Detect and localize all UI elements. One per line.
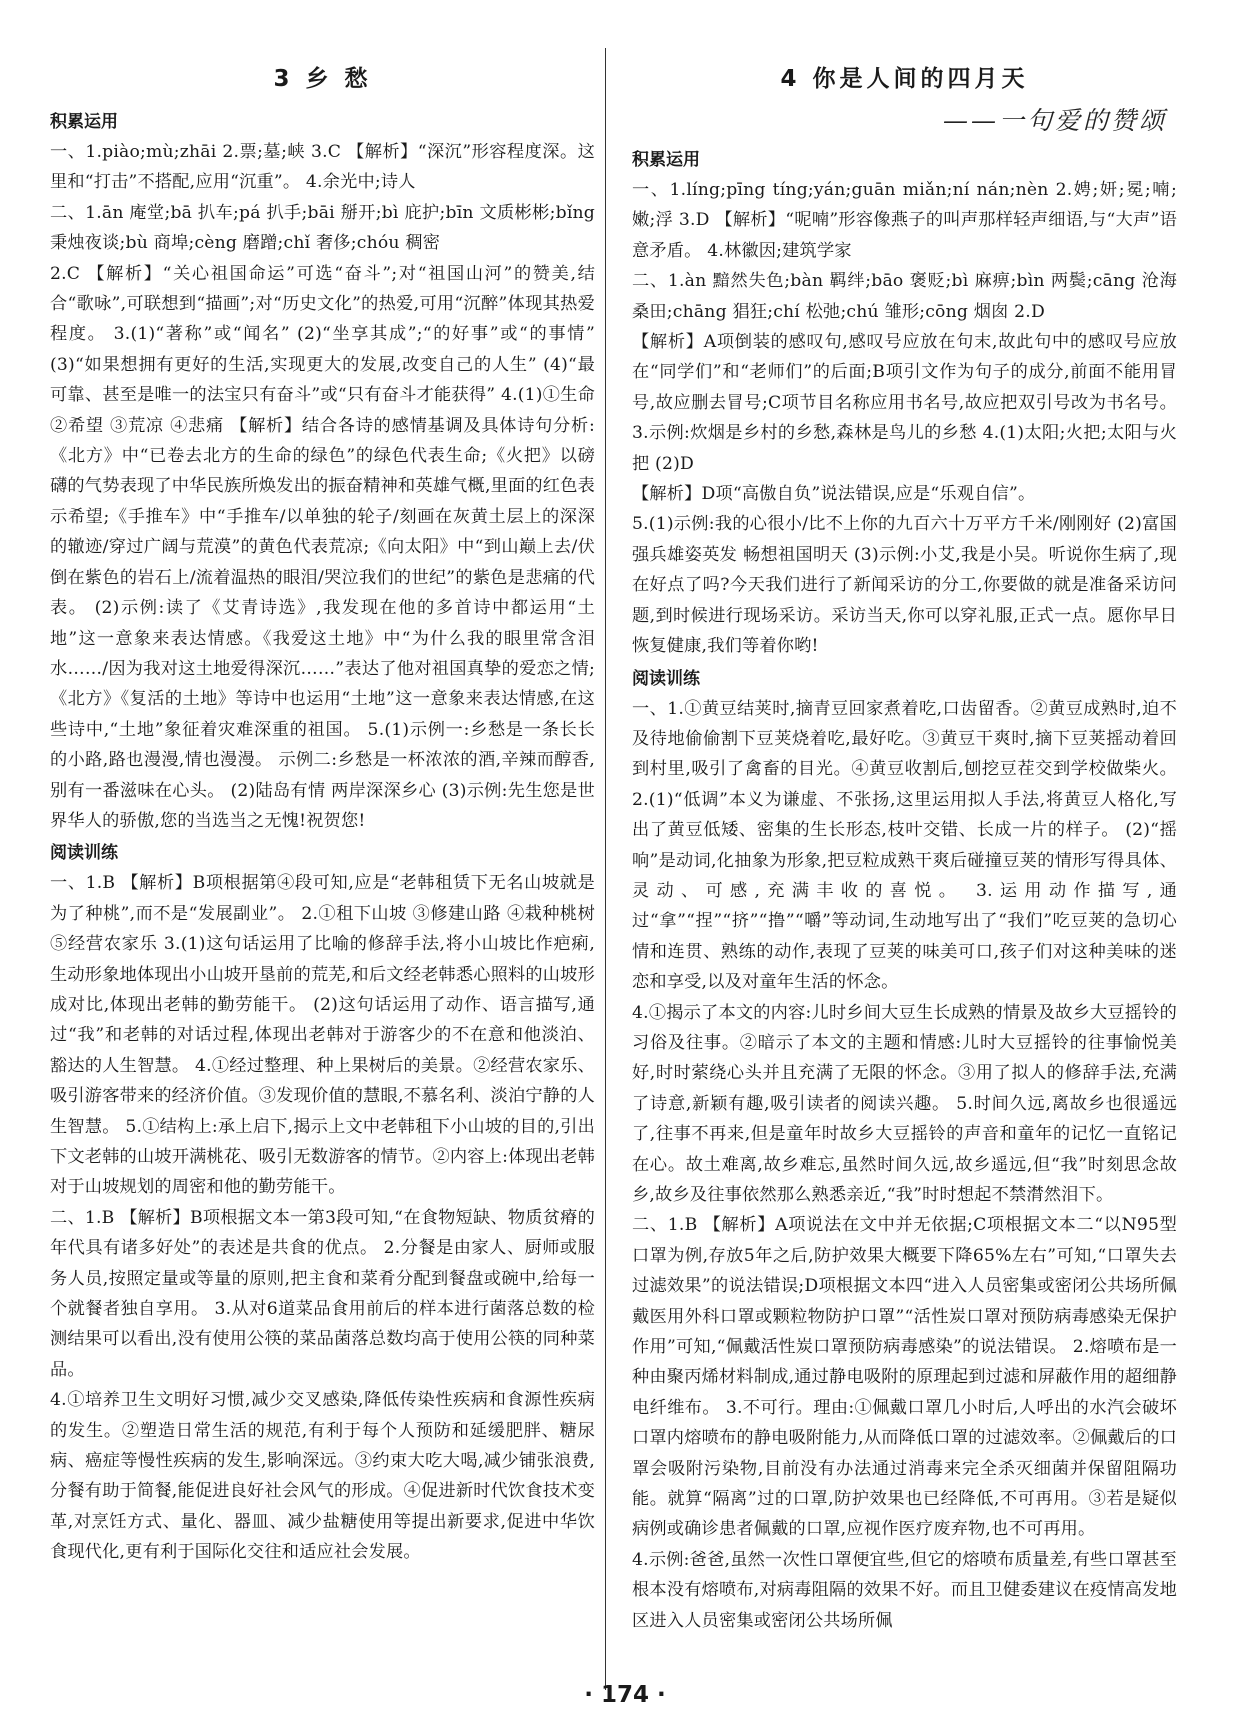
lesson-4-title: 4 你是人间的四月天 <box>780 66 1029 92</box>
answer-paragraph: 二、1.àn 黯然失色;bàn 羁绊;bāo 褒贬;bì 麻痹;bìn 两鬓;cāng 沧海桑田;chāng 猖狂;chí 松弛;chú 雏形;cōng 烟囱 2.D <box>632 271 1177 322</box>
answer-paragraph: 二、1.ān 庵堂;bā 扒车;pá 扒手;bāi 掰开;bì 庇护;bīn 文质彬彬;bǐng 秉烛夜谈;bù 商埠;cèng 磨蹭;chǐ 奢侈;chóu 稠密 <box>50 202 595 254</box>
lesson-4-subtitle: ——一句爱的赞颂 <box>942 106 1167 135</box>
section-heading: 阅读训练 <box>632 668 700 689</box>
answer-paragraph: 一、1.piào;mù;zhāi 2.票;墓;峡 3.C 【解析】“深沉”形容程度深。这里和“打击”不搭配,应用“沉重”。 4.余光中;诗人 <box>50 142 595 193</box>
answer-paragraph: 4.示例:爸爸,虽然一次性口罩便宜些,但它的熔喷布质量差,有些口罩甚至根本没有熔喷布,对病毒阻隔的效果不好。而且卫健委建议在疫情高发地区进入人员密集或密闭公共场所佩 <box>632 1549 1177 1631</box>
answer-paragraph: 二、1.B 【解析】B项根据文本一第3段可知,“在食物短缺、物质贫瘠的年代具有诸多好处”的表述是共食的优点。 2.分餐是由家人、厨师或服务人员,按照定量或等量的原则,把主食和菜肴分配到餐盘或碗中,给每一个就餐者独自享用。 3.从对6道菜品食用前后的样本进行菌落总数的检测结果可以看出,没有使用公筷的菜品菌落总数均高于使用公筷的同种菜品。 <box>50 1207 595 1380</box>
left-column <box>50 52 595 1568</box>
answer-paragraph: 一、1.①黄豆结荚时,摘青豆回家煮着吃,口齿留香。②黄豆成熟时,迫不及待地偷偷割下豆荚烧着吃,最好吃。③黄豆干爽时,摘下豆荚摇动着回到村里,吸引了禽畜的目光。④黄豆收割后,刨挖豆茬交到学校做柴火。 2.(1)“低调”本义为谦虚、不张扬,这里运用拟人手法,将黄豆人格化,写出了黄豆低矮、密集的生长形态,枝叶交错、长成一片的样子。 (2)“摇响”是动词,化抽象为形象,把豆粒成熟干爽后碰撞豆荚的情形写得具体、灵动、可感,充满丰收的喜悦。 3.运用动作描写,通过“拿”“捏”“挤”“撸”“嚼”等动词,生动地写出了“我们”吃豆荚的急切心情和连贯、熟练的动作,表现了豆荚的味美可口,孩子们对这种美味的迷恋和享受,以及对童年生活的怀念。 <box>632 698 1177 993</box>
page-number: · 174 · <box>584 1682 666 1708</box>
answer-paragraph: 二、1.B 【解析】A项说法在文中并无依据;C项根据文本二“以N95型口罩为例,存放5年之后,防护效果大概要下降65%左右”可知,“口罩失去过滤效果”的说法错误;D项根据文本四“进入人员密集或密闭公共场所佩戴医用外科口罩或颗粒物防护口罩”“活性炭口罩对预防病毒感染无保护作用”可知,“佩戴活性炭口罩预防病毒感染”的说法错误。 2.熔喷布是一种由聚丙烯材料制成,通过静电吸附的原理起到过滤和屏蔽作用的超细静电纤维布。 3.不可行。理由:①佩戴口罩几小时后,人呼出的水汽会破坏口罩内熔喷布的静电吸附能力,从而降低口罩的过滤效率。②佩戴后的口罩会吸附污染物,目前没有办法通过消毒来完全杀灭细菌并保留阻隔功能。就算“隔离”过的口罩,防护效果也已经降低,不可再用。③若是疑似病例或确诊患者佩戴的口罩,应视作医疗废弃物,也不可再用。 <box>632 1215 1177 1540</box>
section-heading: 阅读训练 <box>50 843 118 864</box>
answer-paragraph: 【解析】D项“高傲自负”说法错误,应是“乐观自信”。 <box>632 484 1036 505</box>
answer-paragraph: 4.①培养卫生文明好习惯,减少交叉感染,降低传染性疾病和食源性疾病的发生。②塑造日常生活的规范,有利于每个人预防和延缓肥胖、糖尿病、癌症等慢性疾病的发生,影响深远。③约束大吃大喝,减少铺张浪费,分餐有助于简餐,能促进良好社会风气的形成。④促进新时代饮食技术变革,对烹饪方式、量化、器皿、减少盐糖使用等提出新要求,促进中华饮食现代化,更有利于国际化交往和适应社会发展。 <box>50 1390 595 1563</box>
lesson-3-title: 3 乡 愁 <box>273 66 372 92</box>
answer-paragraph: 一、1.B 【解析】B项根据第④段可知,应是“老韩租赁下无名山坡就是为了种桃”,而不是“发展副业”。 2.①租下山坡 ③修建山路 ④栽种桃树 ⑤经营农家乐 3.(1)这句话运用了比喻的修辞手法,将小山坡比作疤痢,生动形象地体现出小山坡开垦前的荒芜,和后文经老韩悉心照料的山坡形成对比,体现出老韩的勤劳能干。 (2)这句话运用了动作、语言描写,通过“我”和老韩的对话过程,体现出老韩对于游客少的不在意和他淡泊、豁达的人生智慧。 4.①经过整理、种上果树后的美景。②经营农家乐、吸引游客带来的经济价值。③发现价值的慧眼,不慕名利、淡泊宁静的人生智慧。 5.①结构上:承上启下,揭示上文中老韩租下小山坡的目的,引出下文老韩的山坡开满桃花、吸引无数游客的情节。②内容上:体现出老韩对于山坡规划的周密和他的勤劳能干。 <box>50 873 596 1198</box>
right-column <box>632 52 1177 1636</box>
section-heading: 积累运用 <box>50 112 118 132</box>
section-heading: 积累运用 <box>632 150 700 170</box>
answer-paragraph: 一、1.líng;pīng tíng;yán;guān miǎn;ní nán;nèn 2.娉;妍;冕;喃;嫩;浮 3.D 【解析】“呢喃”形容像燕子的叫声那样轻声细语,与“大声”语意矛盾。 4.林徽因;建筑学家 <box>632 180 1177 261</box>
column-divider <box>605 48 606 1690</box>
answer-paragraph: 2.C 【解析】“关心祖国命运”可选“奋斗”;对“祖国山河”的赞美,结合“歌咏”,可联想到“描画”;对“历史文化”的热爱,可用“沉醉”体现其热爱程度。 3.(1)“著称”或“闻名” (2)“坐享其成”;“的好事”或“的事情” (3)“如果想拥有更好的生活,实现更大的发展,改变自己的人生” (4)“最可靠、甚至是唯一的法宝只有奋斗”或“只有奋斗才能获得” 4.(1)①生命 ②希望 ③荒凉 ④悲痛 【解析】结合各诗的感情基调及具体诗句分析:《北方》中“已卷去北方的生命的绿色”的绿色代表生命;《火把》以磅礴的气势表现了中华民族所焕发出的振奋精神和英雄气概,里面的红色表示希望;《手推车》中“手推车/以单独的轮子/刻画在灰黄土层上的深深的辙迹/穿过广阔与荒漠”的黄色代表荒凉;《向太阳》中“到山巅上去/伏倒在紫色的岩石上/流着温热的眼泪/哭泣我们的世纪”的紫色是悲痛的代表。 (2)示例:读了《艾青诗选》,我发现在他的多首诗中都运用“土地”这一意象来表达情感。《我爱这土地》中“为什么我的眼里常含泪水……/因为我对这土地爱得深沉……”表达了他对祖国真挚的爱恋之情;《北方》《复活的土地》等诗中也运用“土地”这一意象来表达情感,在这些诗中,“土地”象征着灾难深重的祖国。 5.(1)示例一:乡愁是一条长长的小路,路也漫漫,情也漫漫。 示例二:乡愁是一杯浓浓的酒,辛辣而醇香,别有一番滋味在心头。 (2)陆岛有情 两岸深深乡心 (3)示例:先生您是世界华人的骄傲,您的当选当之无愧!祝贺您! <box>50 263 595 831</box>
answer-paragraph: 【解析】A项倒装的感叹句,感叹号应放在句末,故此句中的感叹号应放在“同学们”和“老师们”的后面;B项引文作为句子的成分,前面不能用冒号,故应删去冒号;C项节目名称应用书名号,故应把双引号改为书名号。 3.示例:炊烟是乡村的乡愁,森林是鸟儿的乡愁 4.(1)太阳;火把;太阳与火把 (2)D <box>632 332 1177 474</box>
answer-paragraph: 4.①揭示了本文的内容:儿时乡间大豆生长成熟的情景及故乡大豆摇铃的习俗及往事。②暗示了本文的主题和情感:儿时大豆摇铃的往事愉悦美好,时时萦绕心头并且充满了无限的怀念。③用了拟人的修辞手法,充满了诗意,新颖有趣,吸引读者的阅读兴趣。 5.时间久远,离故乡也很遥远了,往事不再来,但是童年时故乡大豆摇铃的声音和童年的记忆一直铭记在心。故土难离,故乡难忘,虽然时间久远,故乡遥远,但“我”时刻思念故乡,故乡及往事依然那么熟悉亲近,“我”时时想起不禁潸然泪下。 <box>632 1002 1177 1205</box>
answer-paragraph: 5.(1)示例:我的心很小/比不上你的九百六十万平方千米/刚刚好 (2)富国强兵雄姿英发 畅想祖国明天 (3)示例:小艾,我是小吴。听说你生病了,现在好点了吗?今天我们进行了新闻采访的分工,你要做的就是准备采访问题,到时候进行现场采访。采访当天,你可以穿礼服,正式一点。愿你早日恢复健康,我们等着你哟! <box>632 514 1177 657</box>
